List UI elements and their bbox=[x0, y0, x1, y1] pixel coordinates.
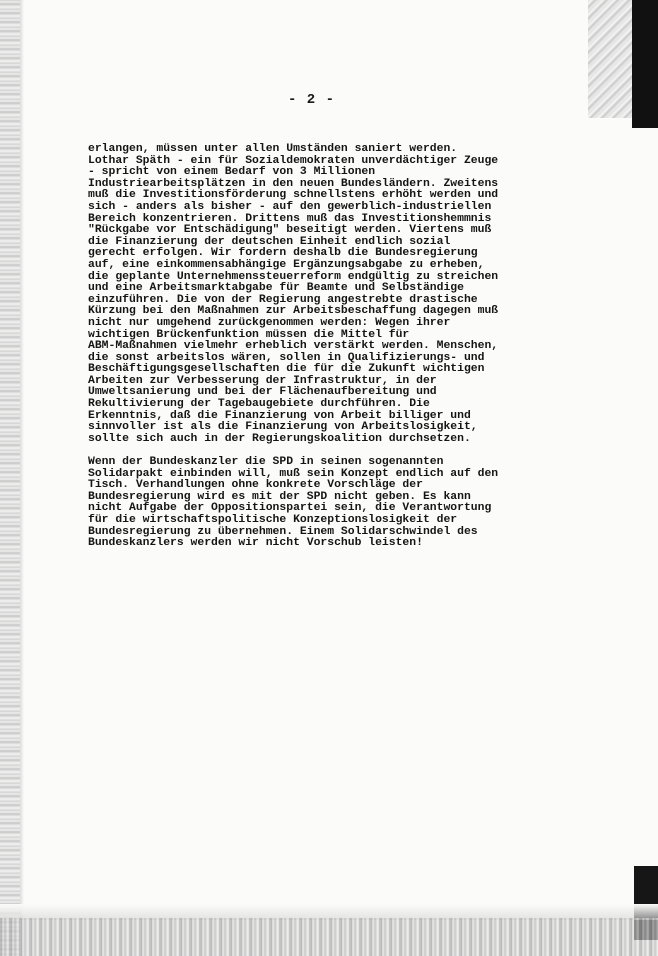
text-line: für die wirtschaftspolitische Konzeptionslosigkeit der bbox=[88, 514, 458, 526]
text-line: - spricht von einem Bedarf von 3 Millionen bbox=[88, 166, 376, 179]
text-line: Tisch. Verhandlungen ohne konkrete Vorschläge der bbox=[88, 479, 423, 492]
text-line: die geplante Unternehmenssteuerreform endgültig zu streichen bbox=[88, 270, 499, 283]
scan-tab-top-right bbox=[632, 0, 658, 128]
paragraph bbox=[88, 457, 528, 550]
text-line: sinnvoller ist als die Finanzierung von Arbeitslosigkeit, bbox=[88, 421, 478, 434]
text-line: Wenn der Bundeskanzler die SPD in seinen sogenannten bbox=[88, 456, 444, 469]
text-line: sollte sich auch in der Regierungskoalition durchsetzen. bbox=[88, 432, 471, 445]
body-text bbox=[88, 144, 528, 550]
text-line: Rekultivierung der Tagebaugebiete durchführen. Die bbox=[88, 398, 430, 411]
text-line: Bundeskanzlers werden wir nicht Vorschub leisten! bbox=[88, 537, 423, 550]
text-line: ABM-Maßnahmen vielmehr erheblich verstärkt werden. Menschen, bbox=[88, 340, 499, 353]
text-line: muß die Investitionsförderung schnellstens erhöht werden und bbox=[88, 189, 499, 202]
text-line: sich - anders als bisher - auf den gewerblich-industriellen bbox=[88, 200, 492, 213]
text-line: Erkenntnis, daß die Finanzierung von Arbeit billiger und bbox=[88, 409, 471, 422]
text-line: die Finanzierung der deutschen Einheit endlich sozial bbox=[88, 235, 451, 248]
text-line: "Rückgabe vor Entschädigung" beseitigt werden. Viertens muß bbox=[88, 224, 492, 237]
text-line: Industriearbeitsplätzen in den neuen Bundesländern. Zweitens bbox=[88, 177, 499, 190]
scan-edge-shadow bbox=[20, 0, 24, 956]
scan-edge-left bbox=[0, 0, 20, 956]
text-line: Umweltsanierung und bei der Flächenaufbereitung und bbox=[88, 386, 437, 399]
paragraph bbox=[88, 144, 528, 445]
text-line: erlangen, müssen unter allen Umständen saniert werden. bbox=[88, 143, 458, 155]
page-number: - 2 - bbox=[288, 92, 336, 108]
text-line: Beschäftigungsgesellschaften die für die Zukunft wichtigen bbox=[88, 363, 485, 376]
text-line: nicht Aufgabe der Oppositionspartei sein, die Verantwortung bbox=[88, 502, 492, 515]
text-line: einzuführen. Die von der Regierung angestrebte drastische bbox=[88, 293, 478, 306]
text-line: Bundesregierung wird es mit der SPD nicht geben. Es kann bbox=[88, 490, 471, 503]
text-line: und eine Arbeitsmarktabgabe für Beamte und Selbständige bbox=[88, 282, 464, 295]
text-line: gerecht erfolgen. Wir fordern deshalb die Bundesregierung bbox=[88, 247, 478, 260]
text-line: Solidarpakt einbinden will, muß sein Konzept endlich auf den bbox=[88, 467, 499, 480]
text-line: wichtigen Brückenfunktion müssen die Mittel für bbox=[88, 328, 410, 341]
text-line: Arbeiten zur Verbesserung der Infrastruktur, in der bbox=[88, 374, 437, 387]
text-line: Lothar Späth - ein für Sozialdemokraten unverdächtiger Zeuge bbox=[88, 154, 499, 167]
text-line: Bundesregierung zu übernehmen. Einem Solidarschwindel des bbox=[88, 525, 478, 538]
text-line: nicht nur umgehend zurückgenommen werden: Wegen ihrer bbox=[88, 316, 451, 329]
text-line: Bereich konzentrieren. Drittens muß das Investitionshemmnis bbox=[88, 212, 492, 225]
text-line: die sonst arbeitslos wären, sollen in Qualifizierungs- und bbox=[88, 351, 485, 364]
text-line: auf, eine einkommensabhängige Ergänzungsabgabe zu erheben, bbox=[88, 258, 485, 271]
text-line: Kürzung bei den Maßnahmen zur Arbeitsbeschaffung dagegen muß bbox=[88, 305, 499, 318]
scan-edge-bottom bbox=[0, 918, 658, 956]
